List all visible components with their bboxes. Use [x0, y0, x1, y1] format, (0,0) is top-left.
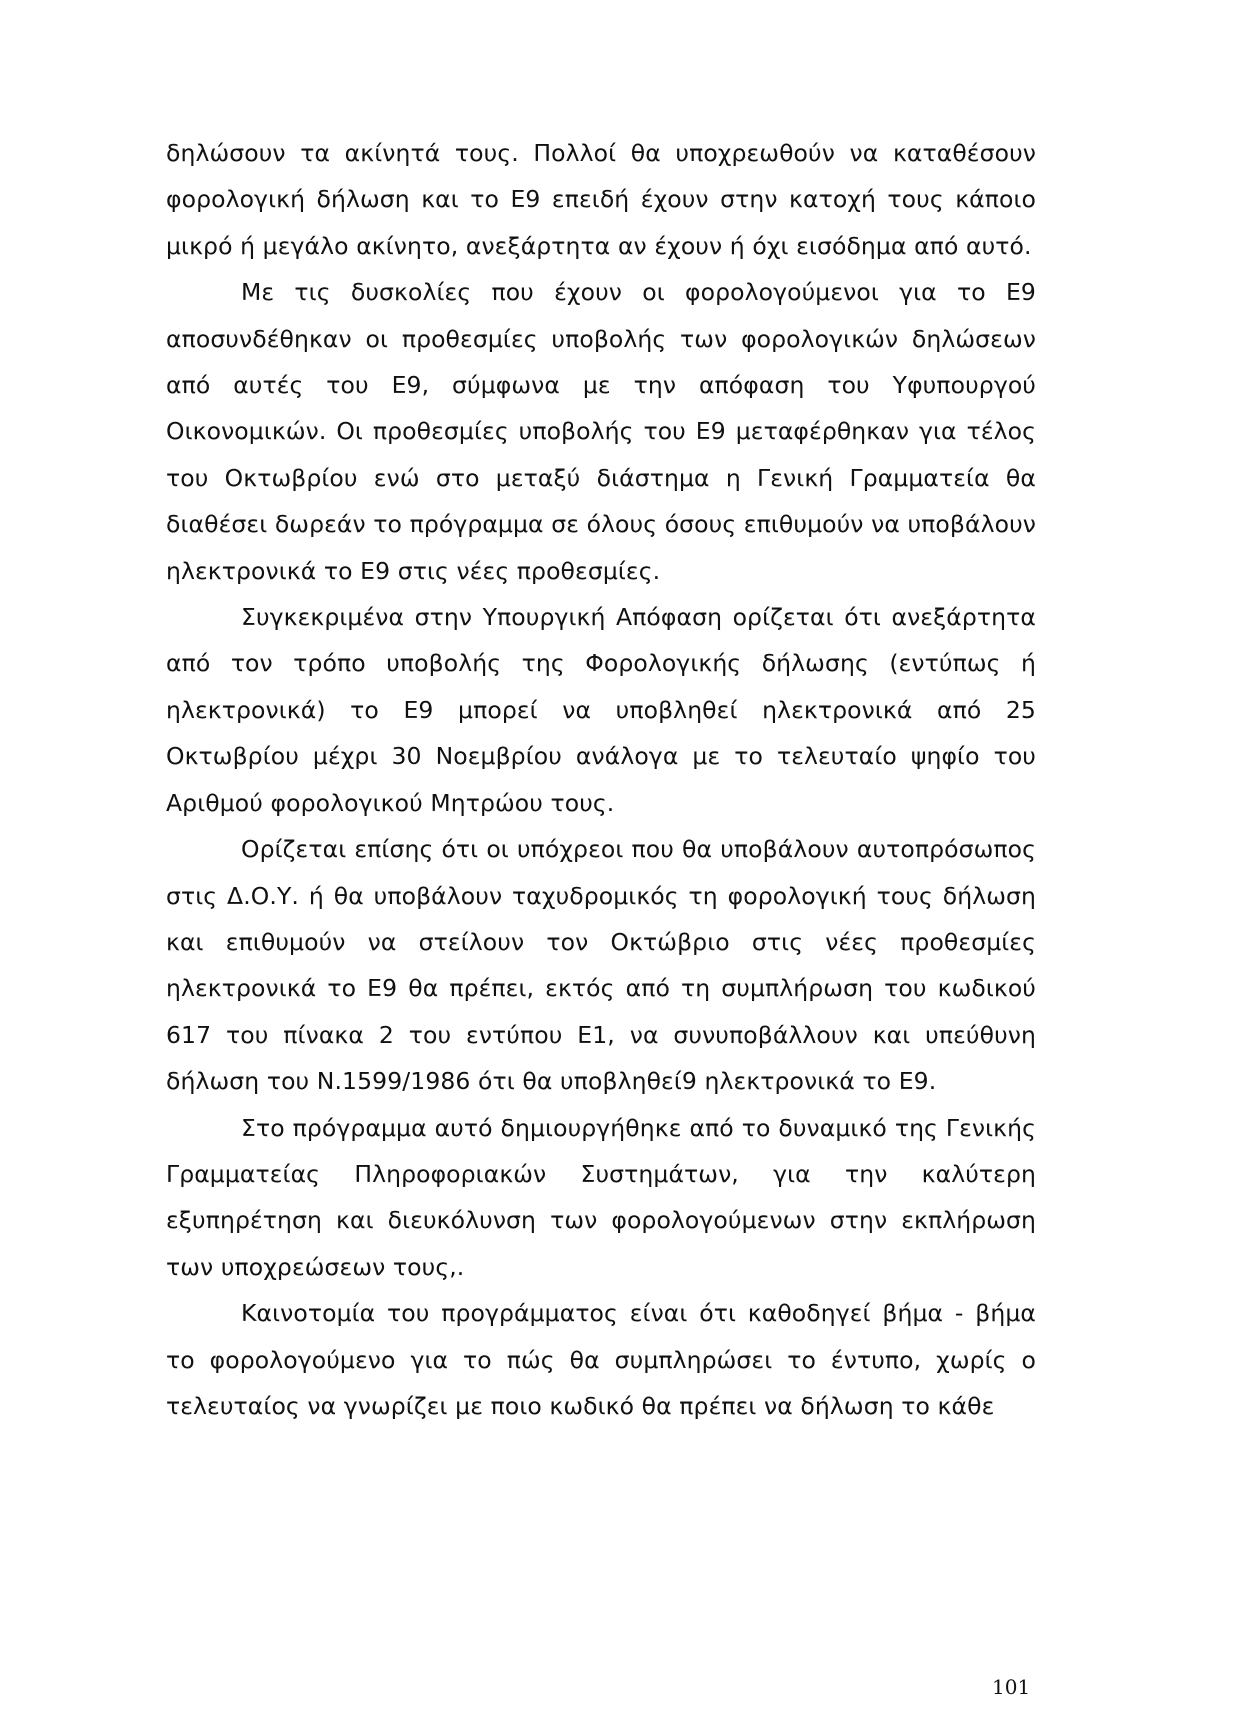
paragraph-obligations: Ορίζεται επίσης ότι οι υπόχρεοι που θα υποβάλουν αυτοπρόσωπος στις Δ.Ο.Υ. ή θα υποβάλουν ταχυδρομικός τη φορολογική τους δήλωση και επιθυμούν να στείλουν τον Οκτώβριο στις νέες προθεσμίες ηλεκτρονικά το Ε9 θα πρέπει, εκτός από τη συμπλήρωση του κωδικού 617 του πίνακα 2 του εντύπου Ε1, να συνυποβάλλουν και υπεύθυνη δήλωση του Ν.1599/1986 ότι θα υποβληθεί9 ηλεκτρονικά το Ε9.: [166, 835, 1036, 1096]
page-number: 101: [992, 1675, 1031, 1699]
paragraph-deadlines: Με τις δυσκολίες που έχουν οι φορολογούμενοι για το Ε9 αποσυνδέθηκαν οι προθεσμίες υποβολής των φορολογικών δηλώσεων από αυτές του Ε9, σύμφωνα με την απόφαση του Υφυπουργού Οικονομικών. Οι προθεσμίες υποβολής του Ε9 μεταφέρθηκαν για τέλος του Οκτωβρίου ενώ στο μεταξύ διάστημα η Γενική Γραμματεία θα διαθέσει δωρεάν το πρόγραμμα σε όλους όσους επιθυμούν να υποβάλουν ηλεκτρονικά το Ε9 στις νέες προθεσμίες.: [166, 278, 1037, 585]
paragraph-program-origin: Στο πρόγραμμα αυτό δημιουργήθηκε από το δυναμικό της Γενικής Γραμματείας Πληροφοριακών Συστημάτων, για την καλύτερη εξυπηρέτηση και διευκόλυνση των φορολογούμενων στην εκπλήρωση των υποχρεώσεων τους,.: [166, 1113, 1036, 1281]
paragraph-continuation: δηλώσουν τα ακίνητά τους. Πολλοί θα υποχρεωθούν να καταθέσουν φορολογική δήλωση και το Ε9 επειδή έχουν στην κατοχή τους κάποιο μικρό ή μεγάλο ακίνητο, ανεξάρτητα αν έχουν ή όχι εισόδημα από αυτό.: [166, 139, 1036, 260]
paragraph-innovation: Καινοτομία του προγράμματος είναι ότι καθοδηγεί βήμα - βήμα το φορολογούμενο για το πώς θα συμπληρώσει το έντυπο, χωρίς ο τελευταίος να γνωρίζει με ποιο κωδικό θα πρέπει να δήλωση το κάθε: [166, 1299, 1036, 1420]
paragraph-ministerial-decision: Συγκεκριμένα στην Υπουργική Απόφαση ορίζεται ότι ανεξάρτητα από τον τρόπο υποβολής της Φορολογικής δήλωσης (εντύπως ή ηλεκτρονικά) το Ε9 μπορεί να υποβληθεί ηλεκτρονικά από 25 Οκτωβρίου μέχρι 30 Νοεμβρίου ανάλογα με το τελευταίο ψηφίο του Αριθμού φορολογικού Μητρώου τους.: [166, 603, 1036, 817]
body-text: [166, 130, 1036, 1429]
